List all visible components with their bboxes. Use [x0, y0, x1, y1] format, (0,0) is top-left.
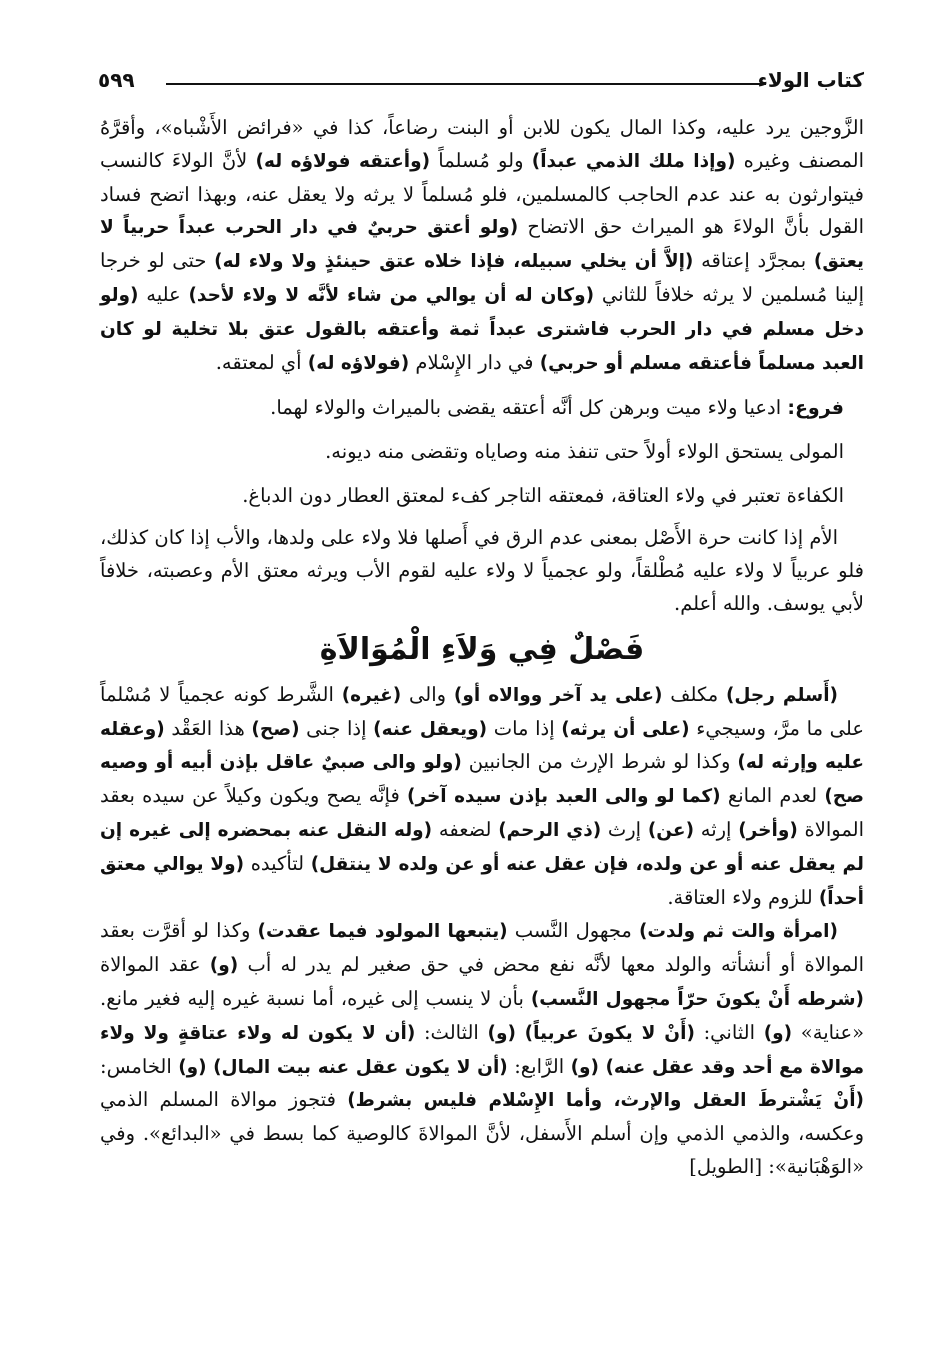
body-text	[100, 112, 864, 1184]
matn-text: (فولاؤه له)	[307, 352, 410, 374]
text-run: مكلف	[662, 682, 726, 706]
text-run: بمجرَّد إعتاقه	[693, 249, 814, 273]
matn-text: (صح)	[251, 718, 300, 740]
text-run: عقد الموالاة	[100, 953, 210, 977]
paragraph-3	[100, 679, 864, 916]
text-run	[516, 1021, 525, 1044]
matn-text: (ولا يوالي معتق أحداً)	[100, 853, 864, 909]
text-run: عليه	[138, 282, 189, 306]
text-run: لأنَّ الولاءَ كالنسب فيتوارثون به عند عدم الحاجب كالمسلمين، فلو مُسلماً لا يرثه ولا يعقل عنه، وبهذا اتضح فساد القول بأنَّ الولاءَ هو الميراث حق الاتضاح	[100, 148, 864, 239]
matn-text: (كما لو والى العبد بإذن سيده آخر)	[407, 786, 721, 808]
matn-text: (ولو دخل مسلم في دار الحرب فاشترى عبداً ثمة وأعتقه بالقول عتق بلا تخلية لو كان العبد مسلماً فأعتقه مسلم أو حربي)	[100, 284, 864, 374]
furu-line-1	[100, 386, 864, 430]
text-run: إرث	[601, 817, 648, 841]
text-run: أي لمعتقه.	[215, 350, 308, 374]
text-run: إذا جنى	[299, 716, 374, 740]
furu-line-3: الكفاءة تعتبر في ولاء العتاقة، فمعتقه التاجر كفء لمعتق العطار دون الدباغ.	[242, 484, 844, 508]
paragraph-4	[100, 915, 864, 1183]
page-number: ٥٩٩	[98, 68, 135, 92]
matn-text: (غيره)	[341, 684, 402, 706]
matn-text: (امرأة والت ثم ولدت)	[638, 921, 838, 943]
matn-text: (أَنْ لا يكونَ عربياً)	[524, 1022, 695, 1044]
text-run: فإنَّه يصح ويكون وكيلاً عن سيده بعقد الموالاة	[100, 784, 865, 841]
matn-text: (أَسلم رجل)	[725, 684, 838, 706]
matn-text: (و)	[209, 955, 239, 977]
text-run: وكذا لو أقرَّت بعقد الموالاة أو أنشأته والولد معها لأنَّه نفع محض في حق صغير لم يدر له أب	[100, 919, 864, 977]
furu-line-2: المولى يستحق الولاء أولاً حتى تنفذ منه وصاياه وتقضى منه ديونه.	[325, 440, 844, 464]
matn-text: (عن)	[647, 819, 695, 841]
text-run: لتأكيده	[244, 851, 311, 875]
text-run: الثاني:	[694, 1020, 764, 1044]
text-run: إذا مات	[487, 716, 562, 740]
matn-text: (شرطه أَنْ يكونَ حرّاً مجهول النَّسب)	[530, 988, 864, 1010]
matn-text: (و)	[763, 1022, 793, 1044]
text-run: الزَّوجين يرد عليه، وكذا المال يكون للابن أو البنت رضاعاً، كذا في «فرائض الأَشْباه»، وأقرَّهُ المصنف وغيره	[100, 116, 864, 172]
matn-text: (وأعتقه فولاؤه له)	[255, 150, 431, 172]
matn-text: (وأخر)	[738, 819, 798, 841]
matn-text: (وإذا ملك الذمي عبداً)	[531, 150, 736, 172]
text-run: هذا العَقْد	[164, 716, 252, 740]
matn-text: (يتبعها المولود فيما عقدت)	[257, 921, 508, 943]
section-heading: فَصْلٌ فِي وَلاَءِ الْمُوَالاَةِ	[319, 631, 645, 667]
text-run: بأن لا ينسب إلى غيره، أما نسبة غيره إليه فغير مانع. «عناية»	[100, 986, 865, 1044]
text-run: حتى لو خرجا إلينا مُسلمين لا يرثه خلافاً للثاني	[100, 249, 864, 306]
text-run: والى	[401, 682, 454, 706]
text-run: مجهول النَّسب	[507, 919, 639, 943]
text-run: الثالث:	[415, 1020, 488, 1044]
matn-text: (على أن يرثه)	[561, 718, 690, 740]
matn-text: (ذي الرحم)	[498, 819, 602, 841]
text-run: الشَّرط كونه عجمياً لا مُسْلماً على ما مرَّ، وسيجيء	[100, 682, 864, 740]
matn-text: (أن لا يكون له ولاء عتاقةٍ ولا ولاء موالاة مع أحد وقد عقل عنه)	[100, 1022, 865, 1078]
text-run: ولو مُسلماً	[430, 148, 532, 172]
matn-text: (و)	[178, 1056, 207, 1078]
matn-text: (و)	[487, 1022, 516, 1044]
header-rule	[166, 83, 766, 85]
text-run: الخامس:	[100, 1054, 179, 1078]
text-run: الرَّابع:	[507, 1054, 571, 1078]
matn-text: (إلاَّ أن يخلي سبيله، فإذا خلاه عتق حينئذٍ ولا ولاء له)	[214, 251, 694, 273]
matn-text: (على يد آخر ووالاه أو)	[453, 684, 663, 706]
furu-label: فروع:	[787, 397, 844, 420]
paragraph-1	[100, 112, 864, 380]
matn-text: (أَنْ يَشْترطَ العقل والإرث، وأما الإِسْلام فليس بشرط)	[347, 1090, 864, 1112]
text-run: فتجوز موالاة المسلم الذمي وعكسه، والذمي الذمي وإن أسلم الأَسفل، لأنَّ الموالاةَ كالوصية كما بسط في «البدائع». وفي «الوَهْبَانية»: [الطويل]	[100, 1088, 864, 1178]
matn-text: (ولو أعتق حربيٌ في دار الحرب عبداً حربياً لا يعتق)	[100, 217, 864, 273]
text-run: ادعيا ولاء ميت وبرهن كل أنَّه أعتقه يقضى بالميراث والولاء لهما.	[270, 396, 788, 420]
text-run: لضعفه	[432, 817, 499, 841]
running-title: كتاب الولاء	[757, 68, 864, 92]
matn-text: (و)	[570, 1056, 599, 1078]
matn-text: (ولو والى صبيٌ عاقل بإذن أبيه أو وصيه صح)	[100, 752, 864, 808]
text-run: وكذا لو شرط الإرث من الجانبين	[461, 750, 738, 774]
paragraph-2: الأم إذا كانت حرة الأَصْل بمعنى عدم الرق في أَصلها فلا ولاء على ولدها، والأب إذا كان كذلك، فلو عربياً لا ولاء عليه مُطْلقاً، ولو عجمياً لا ولاء عليه لقوم الأب ويرثه معتق الأم وعصبته، خلافاً لأبي يوسف. والله أعلم.	[100, 526, 864, 615]
matn-text: (أن لا يكون عقل عنه بيت المال)	[213, 1056, 508, 1078]
page-header	[98, 66, 864, 96]
matn-text: (وكان له أن يوالي من شاء لأنَّه لا ولاء لأحد)	[188, 284, 595, 306]
matn-text: (وله النقل عنه بمحضره إلى غيره إن لم يعقل عنه أو عن ولده، فإن عقل عنه أو عن ولده لا ينتقل)	[100, 819, 864, 875]
text-run: لعدم المانع	[720, 784, 825, 808]
matn-text: (ويعقل عنه)	[373, 718, 488, 740]
text-run: للزوم ولاء العتاقة.	[667, 885, 819, 909]
text-run: إرثه	[694, 817, 739, 841]
text-run: في دار الإِسْلام	[409, 350, 540, 374]
matn-text: (وعقله عليه وإرثه له)	[100, 718, 864, 774]
